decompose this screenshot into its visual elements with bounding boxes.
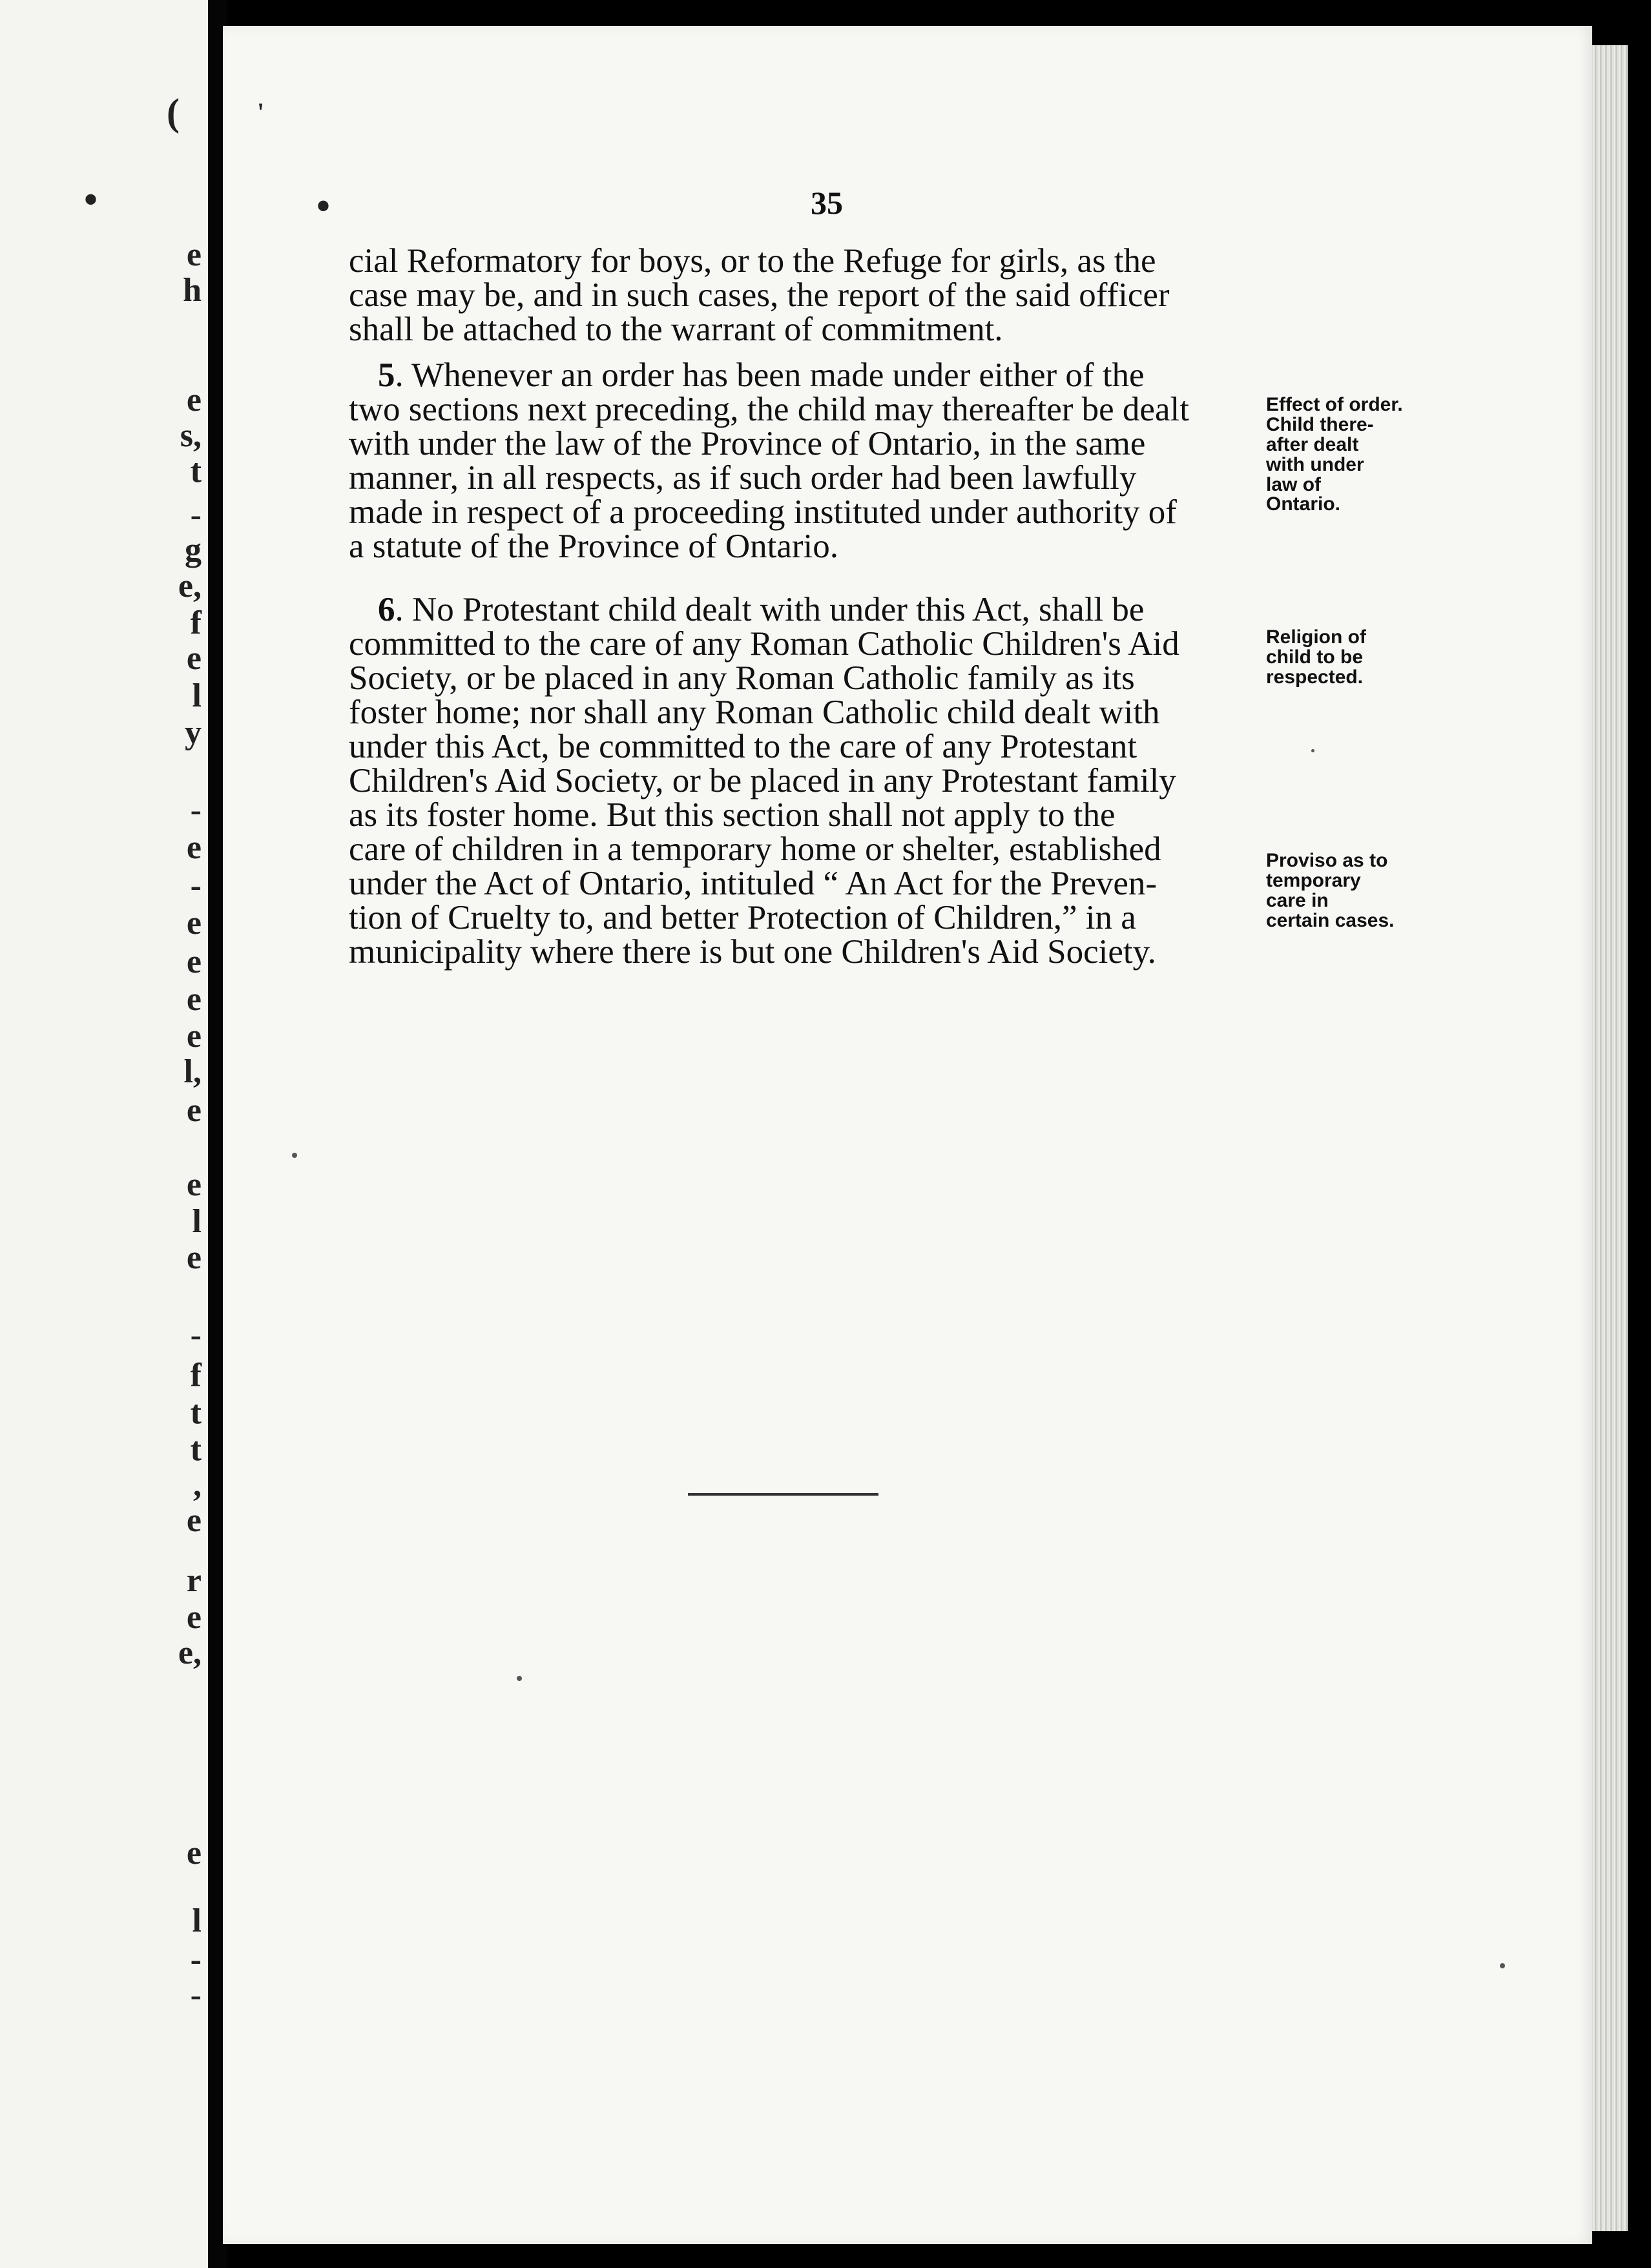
text-line: committed to the care of any Roman Catholic Children's Aid	[349, 625, 1179, 663]
facing-page-fragment: g	[185, 531, 202, 568]
scan-speck	[1311, 749, 1314, 752]
text-line	[349, 358, 1266, 393]
facing-page-fragment: f	[190, 604, 202, 641]
facing-page-fragment: t	[190, 1394, 202, 1431]
facing-page-fragment: h	[183, 272, 202, 309]
marginal-note-religion	[1266, 628, 1421, 688]
facing-page-fragment: t	[190, 453, 202, 490]
text-line: with under the law of the Province of Ontario, in the same	[349, 425, 1146, 462]
text-line: a statute of the Province of Ontario.	[349, 528, 838, 565]
note-line: Religion of	[1266, 626, 1366, 648]
scan-speck	[517, 1676, 522, 1681]
facing-page-fragment: e	[186, 829, 202, 866]
marginal-note-effect-of-order	[1266, 395, 1421, 515]
scan-mark: '	[257, 98, 265, 127]
note-line: respected.	[1266, 666, 1364, 688]
text-line: Society, or be placed in any Roman Catholic family as its	[349, 659, 1135, 697]
page-edges	[1592, 45, 1628, 2231]
scan-mark: •	[84, 178, 98, 221]
facing-page-fragment: -	[190, 1941, 202, 1978]
facing-page-fragment: l	[192, 677, 202, 714]
note-line: Ontario.	[1266, 493, 1341, 515]
paragraph-continuation	[349, 244, 1266, 347]
section-number: 5	[378, 356, 395, 394]
note-line: Child there-	[1266, 413, 1374, 435]
end-rule	[688, 1493, 878, 1496]
facing-page-fragment: -	[190, 792, 202, 829]
scan-mark: (	[167, 91, 180, 134]
facing-page-fragment: e	[186, 1239, 202, 1276]
facing-page-fragment: e	[186, 236, 202, 273]
note-line: Effect of order.	[1266, 394, 1403, 415]
facing-page-fragment: s,	[180, 417, 202, 454]
facing-page-fragment: f	[190, 1357, 202, 1394]
text-line: Children's Aid Society, or be placed in any Protestant family	[349, 762, 1176, 799]
marginal-note-proviso	[1266, 851, 1421, 931]
section-number: 6	[378, 591, 395, 628]
scan-speck	[292, 1153, 297, 1158]
scan-speck	[1500, 1963, 1505, 1968]
text-line: under this Act, be committed to the care of any Protestant	[349, 728, 1137, 765]
text-line	[349, 593, 1266, 627]
facing-page-fragment: e	[186, 382, 202, 418]
text-line: two sections next preceding, the child may thereafter be dealt	[349, 391, 1189, 428]
note-line: care in	[1266, 889, 1329, 911]
text-line: made in respect of a proceeding instituted under authority of	[349, 493, 1177, 531]
facing-page-fragment: e	[186, 1018, 202, 1055]
note-line: temporary	[1266, 869, 1361, 891]
facing-page-fragment: -	[190, 1977, 202, 2014]
note-line: after dealt	[1266, 433, 1359, 455]
facing-page-fragment: l,	[183, 1053, 202, 1090]
facing-page-fragment: e	[186, 1835, 202, 1871]
text-line: shall be attached to the warrant of commitment.	[349, 311, 1003, 348]
scan-mark: •	[317, 185, 331, 227]
note-line: law of	[1266, 473, 1322, 495]
facing-page-fragment: e	[186, 943, 202, 980]
section-6	[349, 593, 1266, 969]
note-line: child to be	[1266, 646, 1363, 668]
note-line: certain cases.	[1266, 909, 1395, 931]
text-line: cial Reformatory for boys, or to the Refuge for girls, as the	[349, 242, 1156, 280]
text-line: manner, in all respects, as if such order had been lawfully	[349, 459, 1137, 497]
text-line: case may be, and in such cases, the report of the said officer	[349, 276, 1170, 314]
text-line: as its foster home. But this section shall not apply to the	[349, 796, 1116, 834]
text-line: foster home; nor shall any Roman Catholic child dealt with	[349, 694, 1160, 731]
text-line: municipality where there is but one Children's Aid Society.	[349, 933, 1156, 971]
facing-page-fragment: -	[190, 1317, 202, 1354]
note-line: Proviso as to	[1266, 850, 1388, 871]
text-line: care of children in a temporary home or shelter, established	[349, 830, 1161, 868]
page-number: 35	[811, 185, 843, 221]
facing-page-fragment: e,	[178, 568, 202, 604]
facing-page-fragment: e	[186, 1502, 202, 1539]
text-line: under the Act of Ontario, intituled “ An Act for the Preven-	[349, 865, 1158, 902]
facing-page-fragment: y	[185, 714, 202, 751]
facing-page-fragment: e,	[178, 1634, 202, 1671]
facing-page-fragment: -	[190, 867, 202, 904]
facing-page-fragment: l	[192, 1902, 202, 1939]
facing-page-fragment: -	[190, 497, 202, 533]
facing-page-fragment: e	[186, 1092, 202, 1129]
facing-page-fragment: e	[186, 1166, 202, 1203]
facing-page-fragment: e	[186, 640, 202, 677]
text-line-content: . No Protestant child dealt with under this Act, shall be	[395, 591, 1145, 628]
facing-page-fragment: e	[186, 981, 202, 1018]
text-line: tion of Cruelty to, and better Protection of Children,” in a	[349, 899, 1136, 936]
facing-page-fragment: l	[192, 1203, 202, 1240]
facing-page	[0, 0, 208, 2268]
text-line-content: . Whenever an order has been made under either of the	[395, 356, 1145, 394]
facing-page-fragment: t	[190, 1431, 202, 1468]
facing-page-fragment: e	[186, 905, 202, 942]
section-5	[349, 358, 1266, 564]
facing-page-fragment: e	[186, 1599, 202, 1636]
facing-page-fragment: ,	[193, 1467, 202, 1503]
facing-page-fragment: r	[186, 1562, 202, 1599]
note-line: with under	[1266, 453, 1364, 475]
